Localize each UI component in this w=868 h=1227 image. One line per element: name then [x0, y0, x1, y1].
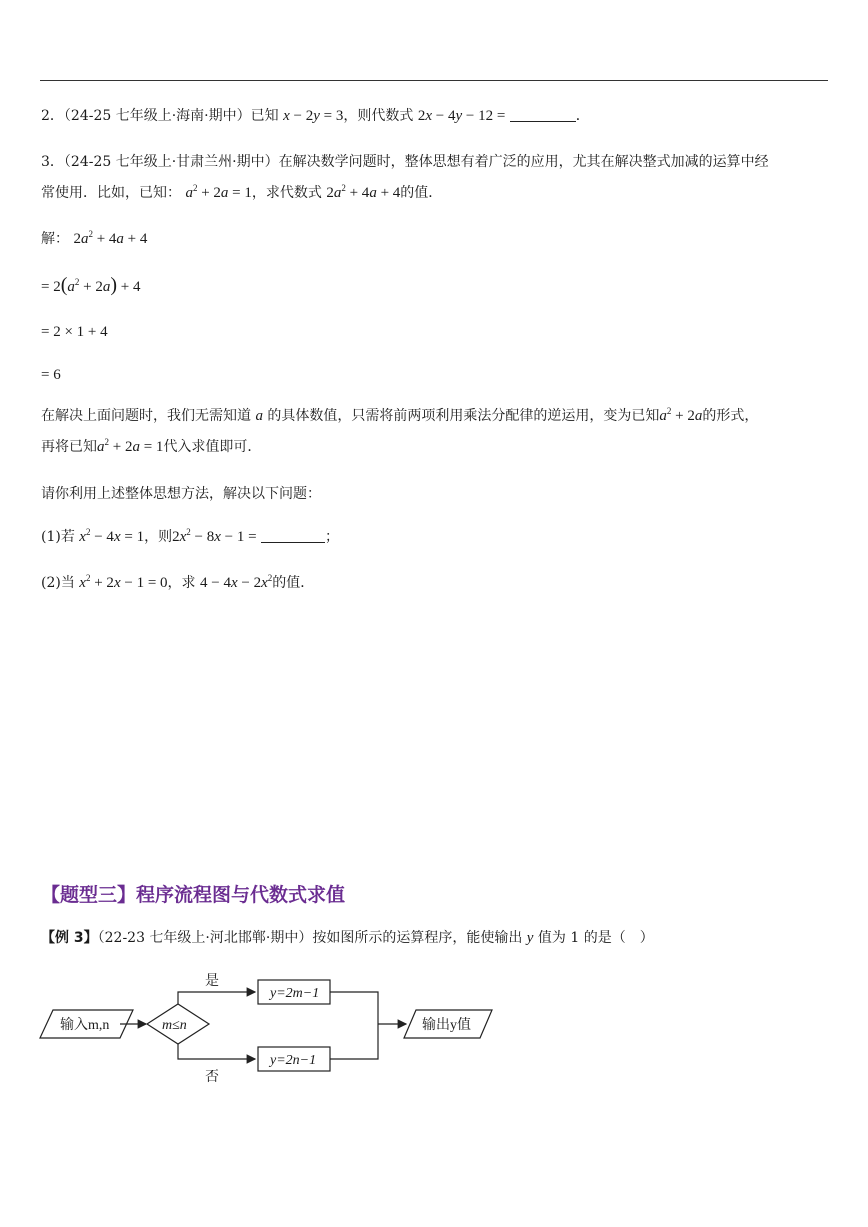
q2-text: 已知 — [250, 108, 279, 124]
question-3-line-1 — [41, 152, 769, 172]
q3-number: 3． — [41, 154, 64, 170]
example-tag: 【例 3】 — [41, 930, 98, 946]
explain2-text-a: 再将已知 — [41, 439, 97, 455]
solution-step-1 — [41, 229, 147, 249]
merge-path-yes — [330, 992, 378, 1059]
q2-expression: 2x − 4y − 12 = — [417, 108, 506, 124]
q3-known: $a^2 + 2a = 1$ — [185, 183, 252, 201]
q2-answer-blank — [510, 108, 576, 122]
explain-text-a: 在解决上面问题时，我们无需知道 — [41, 408, 251, 424]
explain-text-b: 的具体数值，只需将前两项利用乘法分配律的逆运用，变为已知 — [267, 408, 660, 424]
explain2-expr: $a^2 + 2a = 1$ — [97, 437, 164, 455]
example-text-a: 按如图所示的运算程序，能使输出 — [312, 930, 523, 946]
p2-condition: $x^2 + 2x - 1 = 0$ — [79, 573, 168, 591]
example-text-b: 值为 1 的是（ ） — [537, 930, 654, 946]
q3-line2a: 常使用．比如，已知： — [41, 185, 181, 201]
q2-text-2: ，则代数式 — [343, 108, 414, 124]
solution-step-2: = $2(a^2 + 2a) + 4$ — [41, 274, 141, 296]
q3-intro: 在解决数学问题时，整体思想有着广泛的应用，尤其在解决整式加减的运算中经 — [278, 154, 769, 170]
condition-label: m≤n — [162, 1018, 187, 1033]
explain-var: a — [255, 408, 263, 424]
solution-step-4: = 6 — [41, 367, 61, 383]
p2-label: (2)当 — [41, 575, 75, 591]
explain-expr: $a^2 + 2a$ — [659, 406, 703, 424]
no-box-label: y=2n−1 — [270, 1053, 317, 1068]
q3-target: $2a^2 + 4a + 4$ — [326, 183, 401, 201]
p1-condition: $x^2 - 4x = 1$ — [79, 527, 145, 545]
p1-mid: ，则 — [144, 529, 173, 545]
sub-question-1 — [41, 527, 339, 547]
section-title: 【题型三】程序流程图与代数式求值 — [41, 884, 346, 906]
output-label: 输出y值 — [422, 1018, 471, 1033]
explain2-text-b: 代入求值即可． — [163, 439, 262, 455]
q2-end: ． — [575, 108, 590, 124]
prompt: 请你利用上述整体思想方法，解决以下问题： — [41, 486, 321, 502]
example-var: y — [526, 930, 534, 946]
question-2 — [41, 106, 590, 126]
input-label: 输入m,n — [60, 1018, 110, 1033]
solution-label: 解： — [41, 231, 69, 247]
example-source: （22-23 七年级上·河北邯郸·期中） — [97, 930, 313, 946]
yes-box-label: y=2m−1 — [270, 986, 320, 1001]
sub-question-2 — [41, 573, 314, 593]
q2-number: 2． — [41, 108, 64, 124]
no-path — [178, 1044, 255, 1059]
q3-line2c: 的值． — [400, 185, 443, 201]
p2-end: 的值． — [272, 575, 315, 591]
header-rule — [40, 80, 828, 81]
q3-line2b: ，求代数式 — [251, 185, 322, 201]
q2-source: （24-25 七年级上·海南·期中） — [63, 108, 251, 124]
question-3-line-2 — [41, 183, 442, 203]
example-3 — [41, 928, 654, 948]
yes-label: 是 — [205, 974, 219, 989]
step-1-expr: $2a^2 + 4a + 4$ — [73, 229, 148, 247]
yes-path — [178, 992, 255, 1004]
flowchart — [0, 960, 868, 1090]
p1-answer-blank — [261, 529, 325, 543]
explain-text-c: 的形式， — [702, 408, 759, 424]
p1-label: (1)若 — [41, 529, 75, 545]
q3-source: （24-25 七年级上·甘肃兰州·期中） — [63, 154, 279, 170]
p1-end: ； — [325, 529, 340, 545]
p2-expression: $4 - 4x - 2x^2$ — [199, 573, 273, 591]
explanation-line-2 — [41, 437, 261, 457]
no-label: 否 — [205, 1070, 219, 1085]
p2-mid: ，求 — [167, 575, 196, 591]
solution-step-3: = 2 × 1 + 4 — [41, 324, 108, 340]
p1-expression: $2x^2 - 8x - 1$ = — [172, 527, 257, 545]
explanation-line-1 — [41, 406, 758, 426]
q2-equation: x − 2y = 3 — [283, 108, 344, 124]
